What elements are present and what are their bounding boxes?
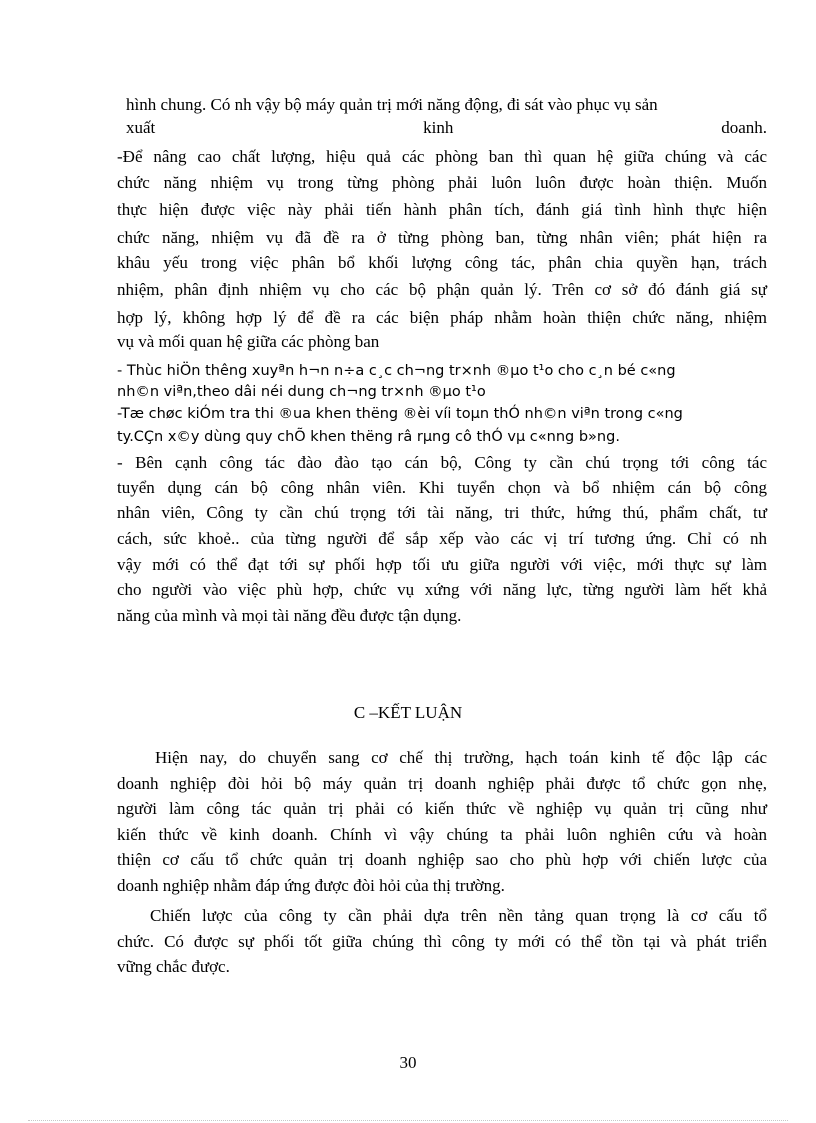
conclusion-line: doanh nghiệp đòi hỏi bộ máy quản trị doanh nghiệp phải được tổ chức gọn nhẹ, bbox=[117, 774, 767, 793]
page-bottom-divider bbox=[28, 1120, 788, 1121]
body-line: khâu yếu trong việc phân bổ khối lượng công tác, phân chia quyền hạn, trách bbox=[117, 253, 767, 272]
conclusion-line: doanh nghiệp nhằm đáp ứng được đòi hỏi của thị trường. bbox=[117, 876, 505, 895]
body-line: năng của mình và mọi tài năng đều được tận dụng. bbox=[117, 606, 462, 625]
body-line: - Bên cạnh công tác đào đào tạo cán bộ, Công ty cần chú trọng tới công tác bbox=[117, 453, 767, 472]
body-line: hợp lý, không hợp lý để đề ra các biện pháp nhằm hoàn thiện chức năng, nhiệm bbox=[117, 308, 767, 327]
conclusion-line: thiện cơ cấu tổ chức quản trị doanh nghiệp sao cho phù hợp với chiến lược của bbox=[117, 850, 767, 869]
body-line: tuyển dụng cán bộ công nhân viên. Khi tuyển chọn và bổ nhiệm cán bộ công bbox=[117, 478, 767, 497]
conclusion-line: chức. Có được sự phối tốt giữa chúng thì công ty mới có thể tồn tại và phát triển bbox=[117, 932, 767, 951]
page-number: 30 bbox=[399, 1053, 417, 1072]
body-line: -Để nâng cao chất lượng, hiệu quả các phòng ban thì quan hệ giữa chúng và các bbox=[117, 147, 767, 166]
body-line: vậy mới có thể đạt tới sự phối hợp tối ưu giữa người với việc, mới thực sự làm bbox=[117, 555, 767, 574]
conclusion-line: Chiến lược của công ty cần phải dựa trên nền tảng quan trọng là cơ cấu tổ bbox=[150, 906, 767, 925]
section-heading: C –KẾT LUẬN bbox=[353, 703, 463, 722]
body-line: thực hiện được việc này phải tiến hành phân tích, đánh giá tình hình thực hiện bbox=[117, 200, 767, 219]
body-line: chức năng nhiệm vụ trong từng phòng phải luôn luôn được hoàn thiện. Muốn bbox=[117, 173, 767, 192]
conclusion-line: kiến thức về kinh doanh. Chính vì vậy chúng ta phải luôn nghiên cứu và hoàn bbox=[117, 825, 767, 844]
body-line: cho người vào việc phù hợp, chức vụ xứng với năng lực, từng người làm hết khả bbox=[117, 580, 767, 599]
legacy-encoded-line: - Thùc hiÖn thêng xuyªn h¬n n÷a c¸c ch¬ng tr×nh ®µo t¹o cho c¸n bé c«ng bbox=[117, 363, 676, 379]
legacy-encoded-line: ty.CÇn x©y dùng quy chÕ khen thëng râ rµng cô thÓ vµ c«nng b»ng. bbox=[117, 429, 620, 445]
conclusion-line: người làm công tác quản trị phải có kiến thức về nghiệp vụ quản trị cũng như bbox=[117, 799, 767, 818]
body-line: hình chung. Có nh vậy bộ máy quản trị mới năng động, đi sát vào phục vụ sản bbox=[126, 95, 658, 114]
body-line: xuất kinh doanh. bbox=[126, 118, 767, 137]
body-line: nhân viên, Công ty cần chú trọng tới tài năng, tri thức, hứng thú, phẩm chất, tư bbox=[117, 503, 767, 522]
conclusion-line: Hiện nay, do chuyển sang cơ chế thị trường, hạch toán kinh tế độc lập các bbox=[155, 748, 767, 767]
legacy-encoded-line: -Tæ chøc kiÓm tra thi ®ua khen thëng ®èi víi toµn thÓ nh©n viªn trong c«ng bbox=[117, 406, 683, 422]
body-line: vụ và mối quan hệ giữa các phòng ban bbox=[117, 332, 380, 351]
body-line: cách, sức khoẻ.. của từng người để sắp xếp vào các vị trí tương ứng. Chỉ có nh bbox=[117, 529, 767, 548]
conclusion-line: vững chắc được. bbox=[117, 957, 230, 976]
body-line: nhiệm, phân định nhiệm vụ cho các bộ phận quản lý. Trên cơ sở đó đánh giá sự bbox=[117, 280, 767, 299]
legacy-encoded-line: nh©n viªn,theo dâi néi dung ch¬ng tr×nh ®µo t¹o bbox=[117, 384, 486, 400]
body-line: chức năng, nhiệm vụ đã đề ra ở từng phòng ban, từng nhân viên; phát hiện ra bbox=[117, 228, 767, 247]
